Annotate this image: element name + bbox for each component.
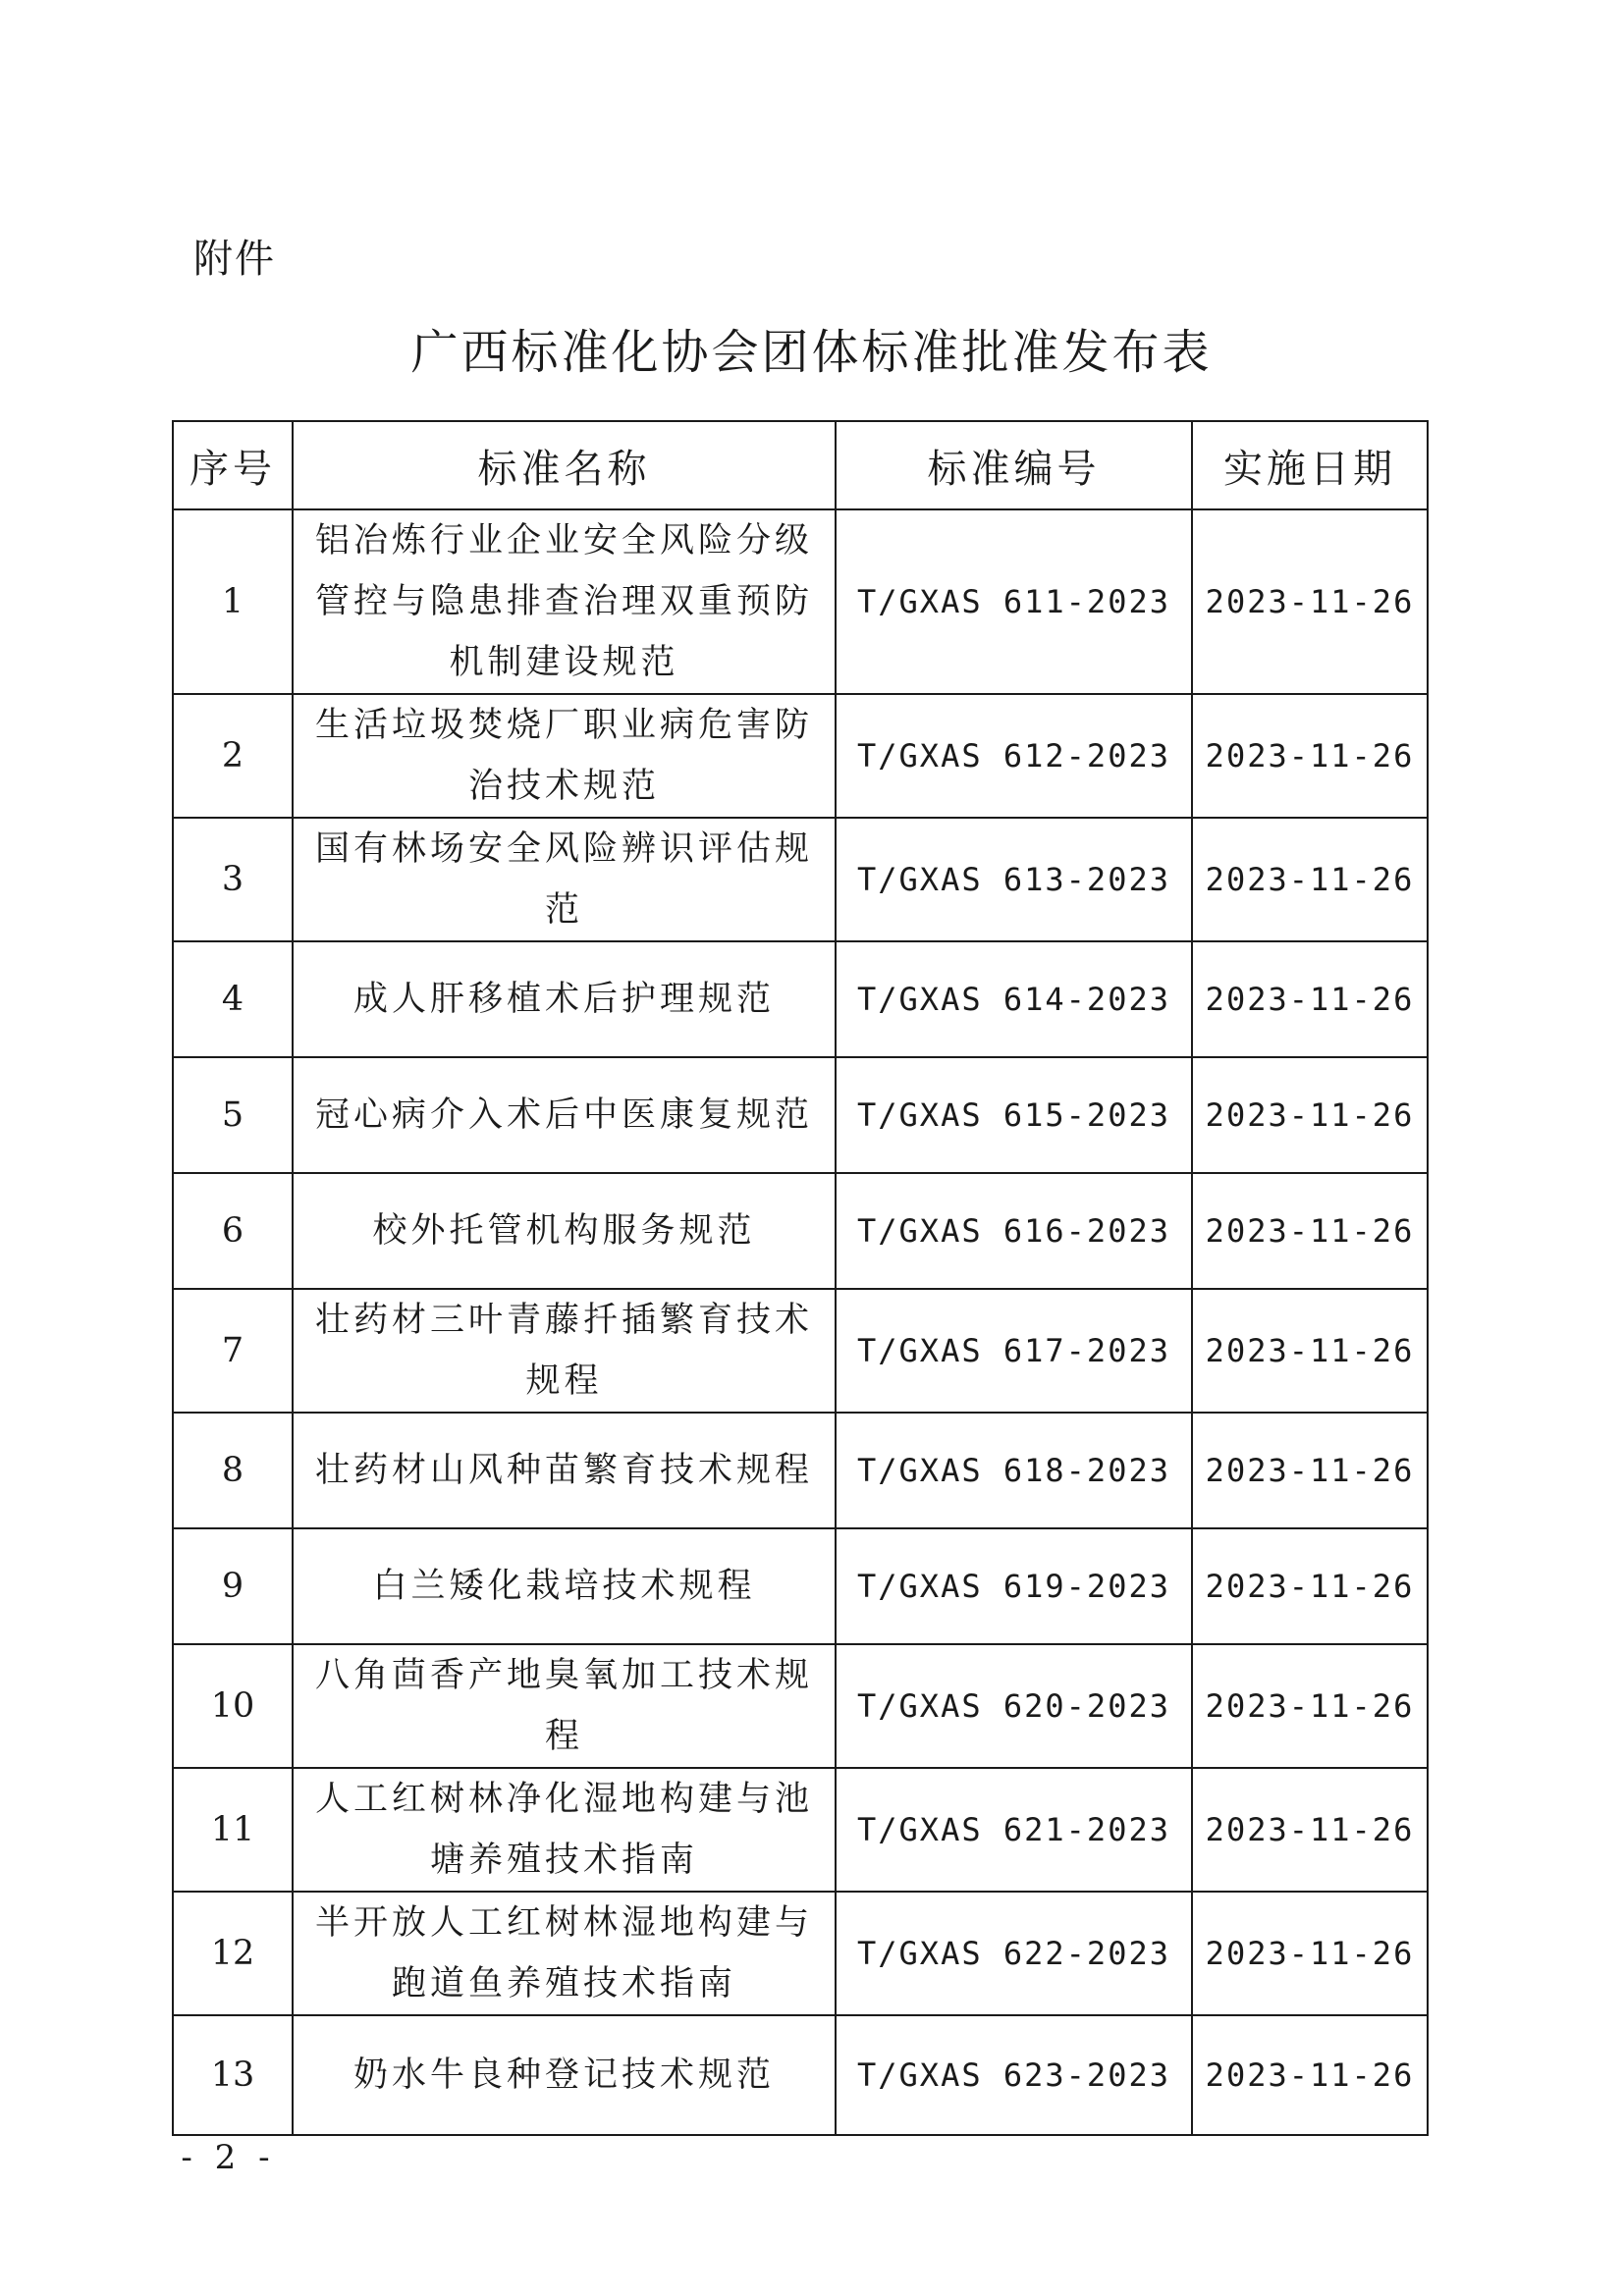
- standard-code: T/GXAS 622-2023: [836, 1892, 1192, 2015]
- implementation-date: 2023-11-26: [1192, 1528, 1428, 1644]
- table-row: [173, 818, 1428, 941]
- table-row: [173, 509, 1428, 694]
- standard-code: T/GXAS 616-2023: [836, 1173, 1192, 1289]
- standard-code: T/GXAS 613-2023: [836, 818, 1192, 941]
- standard-name: 白兰矮化栽培技术规程: [293, 1528, 836, 1644]
- table-row: [173, 1057, 1428, 1173]
- standard-name: 壮药材山风种苗繁育技术规程: [293, 1413, 836, 1528]
- implementation-date: 2023-11-26: [1192, 509, 1428, 694]
- table-row: [173, 941, 1428, 1057]
- standards-table: [172, 420, 1429, 2136]
- header-standard-name: 标准名称: [293, 421, 836, 509]
- document-title: 广西标准化协会团体标准批准发布表: [410, 325, 1213, 380]
- implementation-date: 2023-11-26: [1192, 1289, 1428, 1413]
- standard-code: T/GXAS 614-2023: [836, 941, 1192, 1057]
- standard-name: 壮药材三叶青藤扦插繁育技术规程: [293, 1289, 836, 1413]
- row-number: 12: [173, 1892, 293, 2015]
- implementation-date: 2023-11-26: [1192, 1644, 1428, 1768]
- row-number: 2: [173, 694, 293, 818]
- row-number: 1: [173, 509, 293, 694]
- table-row: [173, 694, 1428, 818]
- table-row: [173, 2015, 1428, 2135]
- standard-code: T/GXAS 611-2023: [836, 509, 1192, 694]
- standard-name: 校外托管机构服务规范: [293, 1173, 836, 1289]
- implementation-date: 2023-11-26: [1192, 1768, 1428, 1892]
- row-number: 13: [173, 2015, 293, 2135]
- standard-name: 生活垃圾焚烧厂职业病危害防治技术规范: [293, 694, 836, 818]
- implementation-date: 2023-11-26: [1192, 1413, 1428, 1528]
- table-row: [173, 1289, 1428, 1413]
- standard-code: T/GXAS 623-2023: [836, 2015, 1192, 2135]
- standard-name: 八角茴香产地臭氧加工技术规程: [293, 1644, 836, 1768]
- row-number: 10: [173, 1644, 293, 1768]
- standard-name: 铝冶炼行业企业安全风险分级管控与隐患排查治理双重预防机制建设规范: [293, 509, 836, 694]
- implementation-date: 2023-11-26: [1192, 2015, 1428, 2135]
- standard-name: 成人肝移植术后护理规范: [293, 941, 836, 1057]
- row-number: 8: [173, 1413, 293, 1528]
- row-number: 3: [173, 818, 293, 941]
- standard-name: 半开放人工红树林湿地构建与跑道鱼养殖技术指南: [293, 1892, 836, 2015]
- implementation-date: 2023-11-26: [1192, 1173, 1428, 1289]
- header-standard-code: 标准编号: [836, 421, 1192, 509]
- page-number: - 2 -: [181, 2138, 276, 2177]
- table-row: [173, 1892, 1428, 2015]
- row-number: 6: [173, 1173, 293, 1289]
- implementation-date: 2023-11-26: [1192, 941, 1428, 1057]
- row-number: 9: [173, 1528, 293, 1644]
- implementation-date: 2023-11-26: [1192, 1892, 1428, 2015]
- table-row: [173, 1528, 1428, 1644]
- standard-code: T/GXAS 621-2023: [836, 1768, 1192, 1892]
- standard-name: 人工红树林净化湿地构建与池塘养殖技术指南: [293, 1768, 836, 1892]
- implementation-date: 2023-11-26: [1192, 818, 1428, 941]
- standard-code: T/GXAS 619-2023: [836, 1528, 1192, 1644]
- standard-name: 奶水牛良种登记技术规范: [293, 2015, 836, 2135]
- row-number: 7: [173, 1289, 293, 1413]
- row-number: 5: [173, 1057, 293, 1173]
- row-number: 4: [173, 941, 293, 1057]
- implementation-date: 2023-11-26: [1192, 1057, 1428, 1173]
- row-number: 11: [173, 1768, 293, 1892]
- standard-code: T/GXAS 615-2023: [836, 1057, 1192, 1173]
- table-row: [173, 1644, 1428, 1768]
- table-header-row: [173, 421, 1428, 509]
- attachment-label: 附件: [193, 237, 276, 282]
- table-row: [173, 1413, 1428, 1528]
- standard-name: 国有林场安全风险辨识评估规范: [293, 818, 836, 941]
- table-row: [173, 1768, 1428, 1892]
- standard-name: 冠心病介入术后中医康复规范: [293, 1057, 836, 1173]
- header-implementation-date: 实施日期: [1192, 421, 1428, 509]
- standard-code: T/GXAS 620-2023: [836, 1644, 1192, 1768]
- standard-code: T/GXAS 612-2023: [836, 694, 1192, 818]
- header-serial-number: 序号: [173, 421, 293, 509]
- standard-code: T/GXAS 618-2023: [836, 1413, 1192, 1528]
- implementation-date: 2023-11-26: [1192, 694, 1428, 818]
- standard-code: T/GXAS 617-2023: [836, 1289, 1192, 1413]
- table-row: [173, 1173, 1428, 1289]
